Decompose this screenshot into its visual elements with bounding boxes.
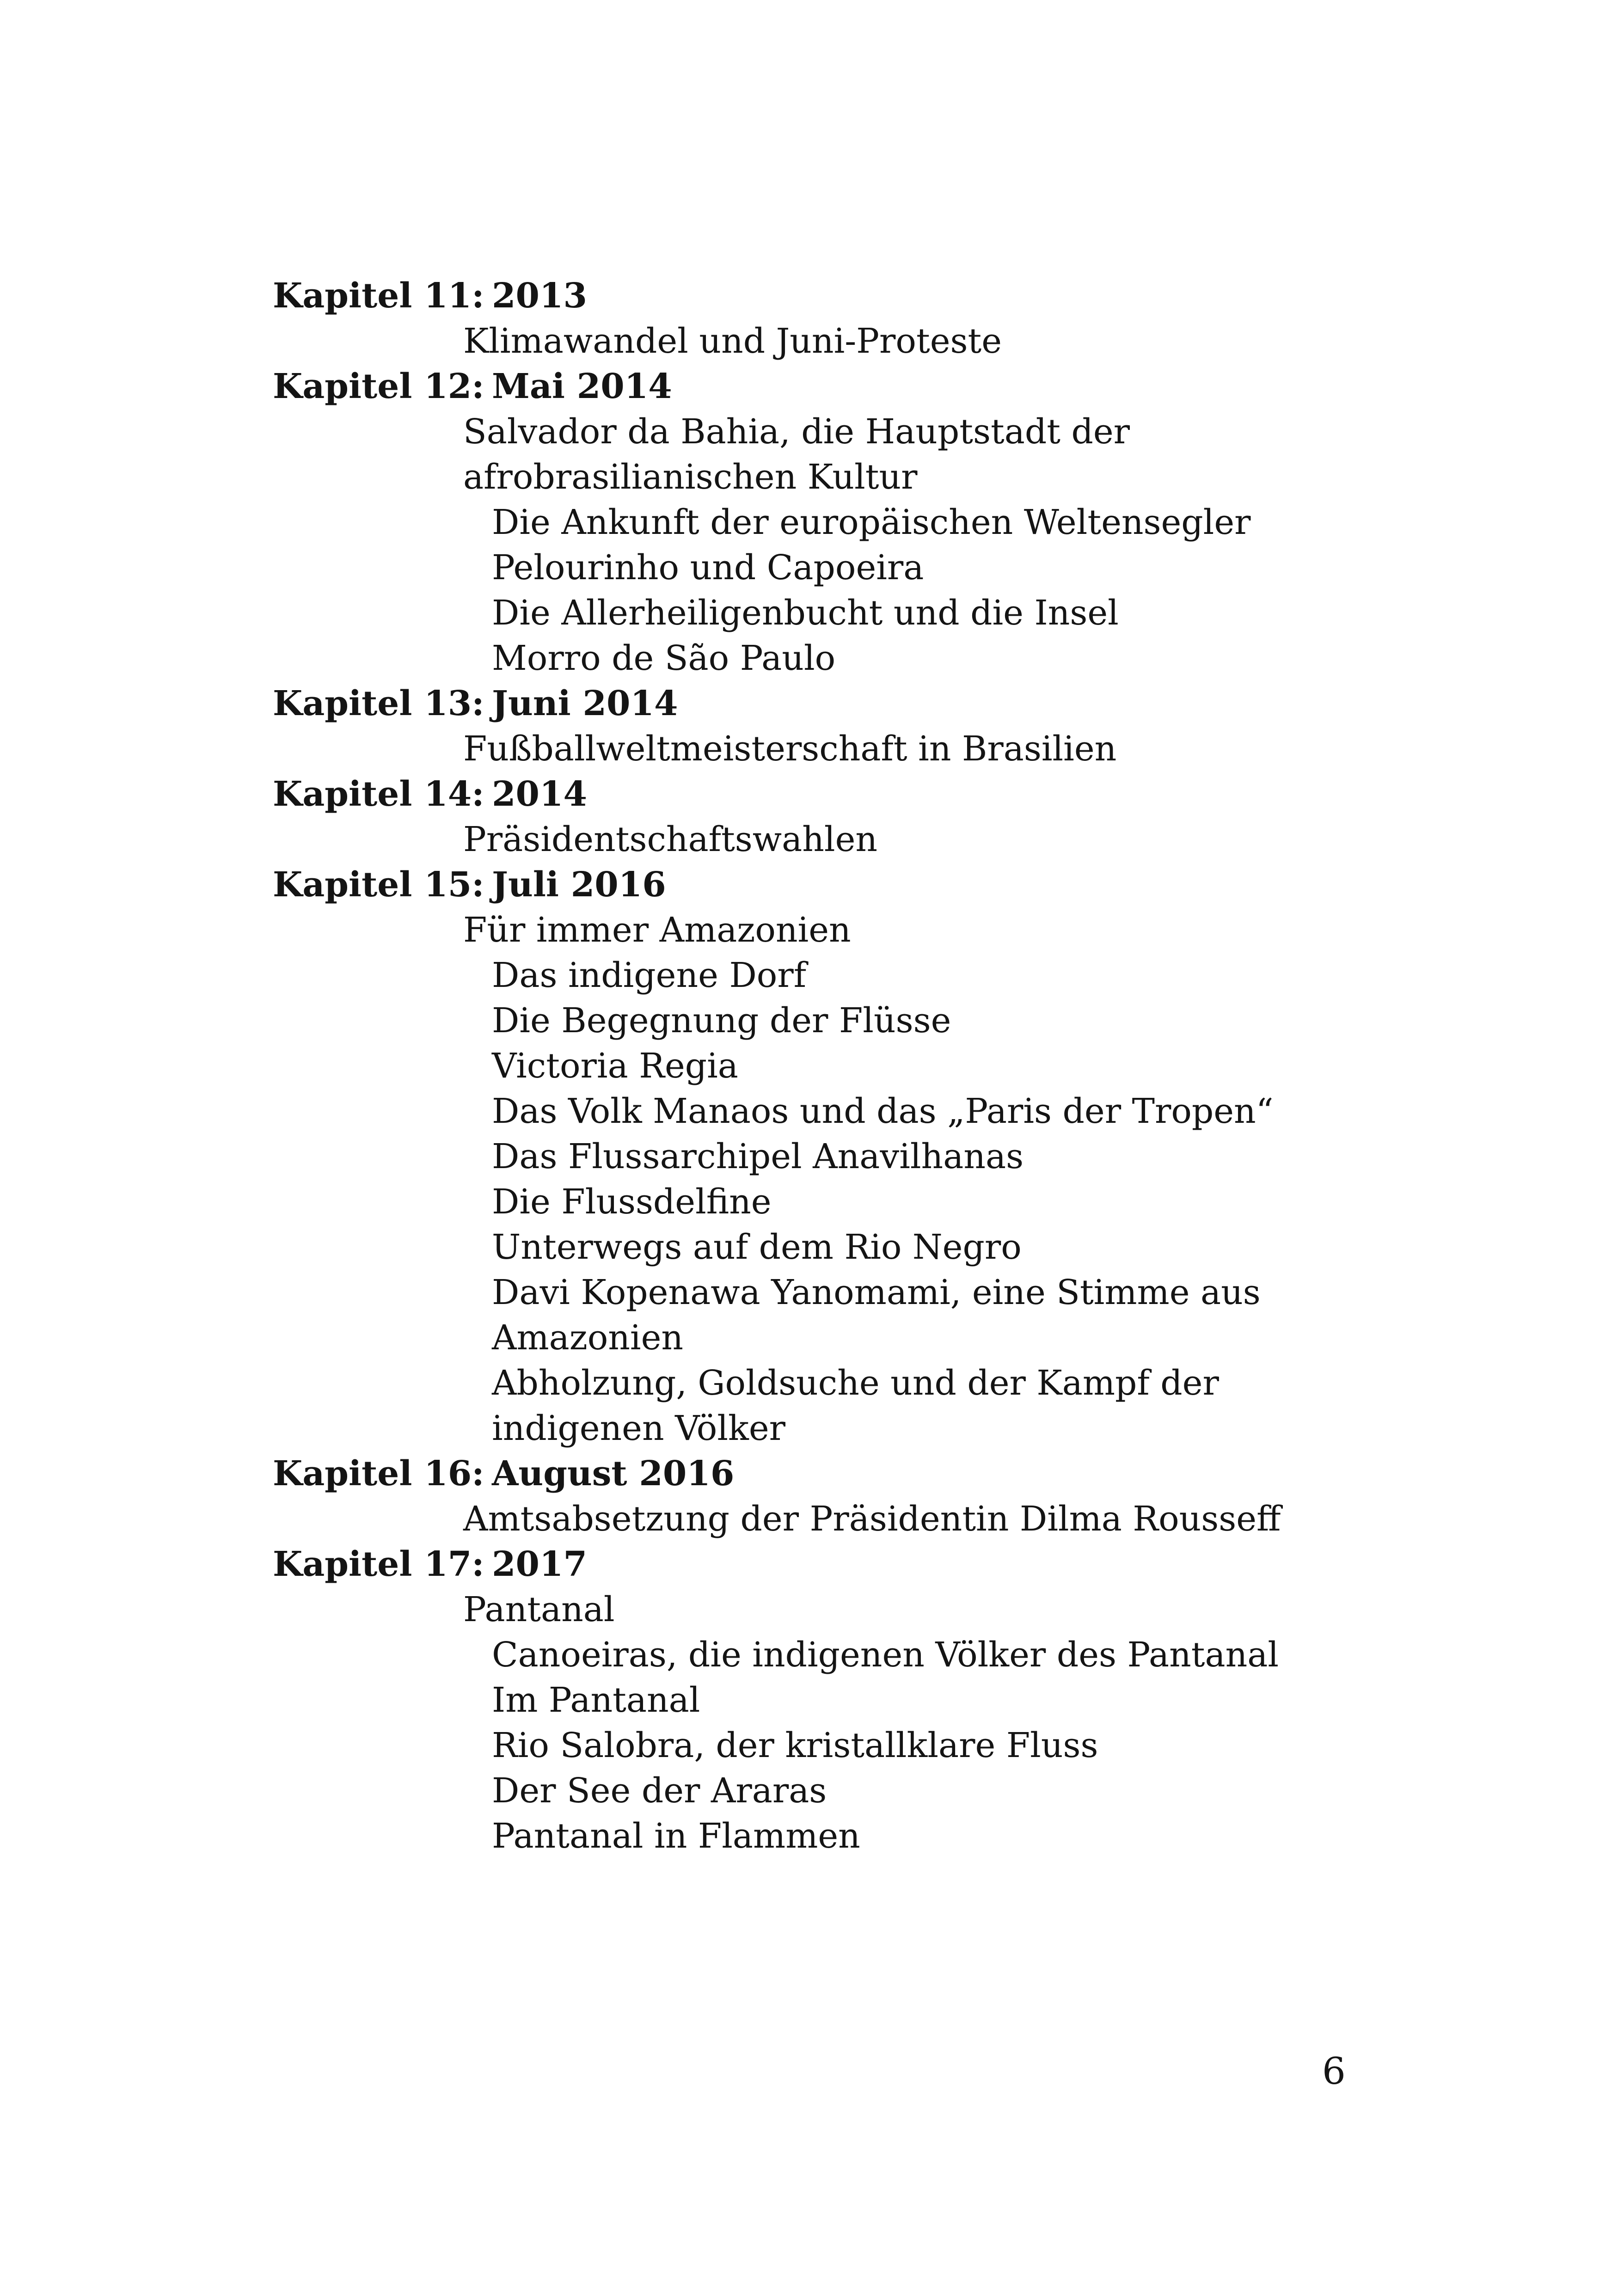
section-title: Pantanal xyxy=(463,1590,615,1629)
subsection-title: Victoria Regia xyxy=(492,1046,738,1086)
chapter-heading xyxy=(0,364,1618,409)
subsection-title: Davi Kopenawa Yanomami, eine Stimme aus xyxy=(492,1273,1261,1312)
chapter-title: 2013 xyxy=(492,276,587,316)
chapter-label: Kapitel 12: xyxy=(273,367,484,406)
subsection-title: Im Pantanal xyxy=(492,1680,700,1720)
page-number: 6 xyxy=(1322,2050,1346,2093)
chapter-title: Juli 2016 xyxy=(492,865,666,905)
chapter-label: Kapitel 15: xyxy=(273,865,484,905)
subsection-title: Canoeiras, die indigenen Völker des Pantanal xyxy=(492,1635,1279,1675)
chapter-heading xyxy=(0,1542,1618,1587)
chapter-title: Juni 2014 xyxy=(492,684,678,723)
subsection-title: Die Allerheiligenbucht und die Insel xyxy=(492,593,1119,633)
chapter-heading xyxy=(0,273,1618,318)
section-title: afrobrasilianischen Kultur xyxy=(463,457,918,497)
subsection-title: Abholzung, Goldsuche und der Kampf der xyxy=(492,1363,1219,1403)
section-title: Für immer Amazonien xyxy=(463,910,851,950)
chapter-label: Kapitel 17: xyxy=(273,1544,484,1584)
chapter-title: 2014 xyxy=(492,774,587,814)
subsection-title: Die Flussdelfine xyxy=(492,1182,772,1222)
subsection-title: Rio Salobra, der kristallklare Fluss xyxy=(492,1726,1098,1765)
section-title: Salvador da Bahia, die Hauptstadt der xyxy=(463,412,1130,452)
chapter-heading xyxy=(0,862,1618,907)
subsection-title: Morro de São Paulo xyxy=(492,638,836,678)
subsection-title: Amazonien xyxy=(492,1318,684,1358)
section-title: Präsidentschaftswahlen xyxy=(463,820,878,859)
subsection-title: Pelourinho und Capoeira xyxy=(492,548,924,588)
subsection-title: Das indigene Dorf xyxy=(492,955,807,995)
subsection-title: Pantanal in Flammen xyxy=(492,1816,860,1856)
chapter-heading xyxy=(0,1451,1618,1496)
chapter-title: 2017 xyxy=(492,1544,587,1584)
chapter-label: Kapitel 11: xyxy=(273,276,484,316)
table-of-contents xyxy=(0,273,1618,1859)
subsection-title: Unterwegs auf dem Rio Negro xyxy=(492,1227,1022,1267)
section-title: Klimawandel und Juni-Proteste xyxy=(463,321,1002,361)
subsection-title: Die Ankunft der europäischen Weltensegler xyxy=(492,502,1251,542)
subsection-title: indigenen Völker xyxy=(492,1408,786,1448)
chapter-title: August 2016 xyxy=(492,1454,735,1494)
section-title: Amtsabsetzung der Präsidentin Dilma Rousseff xyxy=(463,1499,1281,1539)
subsection-title: Der See der Araras xyxy=(492,1771,827,1811)
subsection-title: Die Begegnung der Flüsse xyxy=(492,1001,951,1041)
chapter-heading xyxy=(0,771,1618,817)
chapter-label: Kapitel 14: xyxy=(273,774,484,814)
subsection-title: Das Flussarchipel Anavilhanas xyxy=(492,1137,1024,1176)
chapter-label: Kapitel 16: xyxy=(273,1454,484,1494)
chapter-heading xyxy=(0,681,1618,726)
section-title: Fußballweltmeisterschaft in Brasilien xyxy=(463,729,1117,769)
chapter-title: Mai 2014 xyxy=(492,367,672,406)
subsection-title: Das Volk Manaos und das „Paris der Tropen“ xyxy=(492,1091,1274,1131)
chapter-label: Kapitel 13: xyxy=(273,684,484,723)
